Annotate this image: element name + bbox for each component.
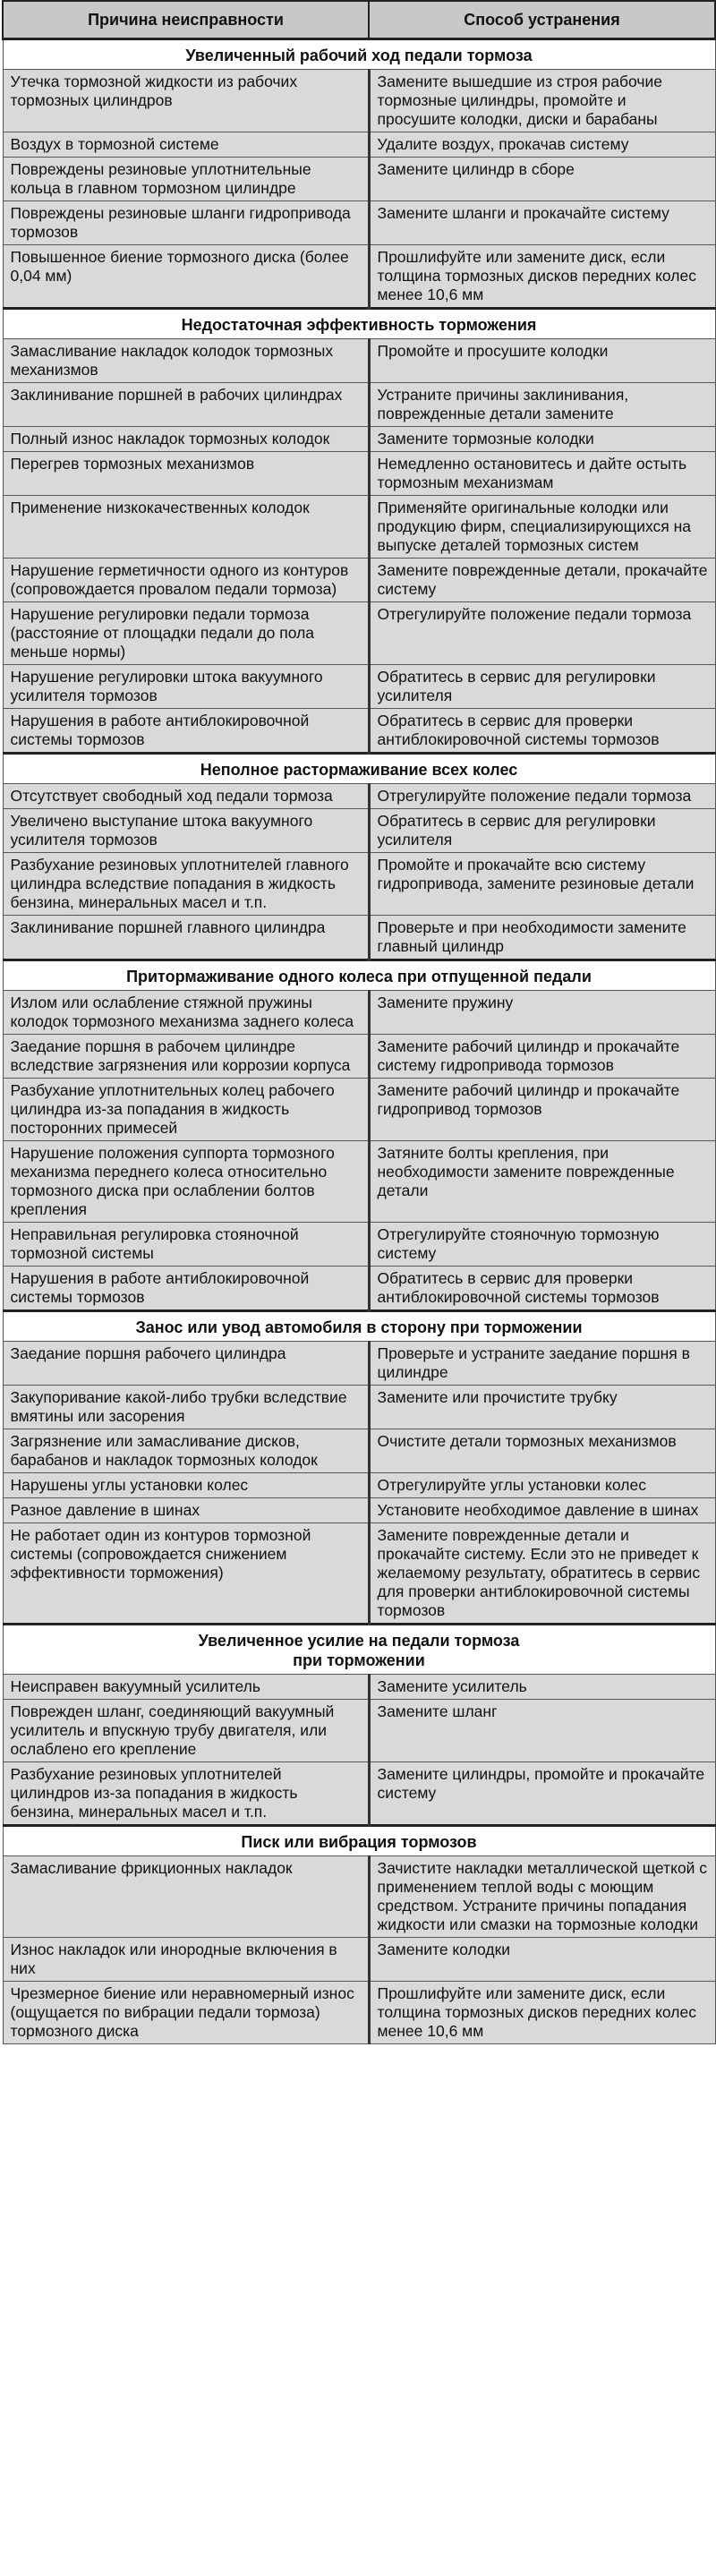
- cause-cell: Отсутствует свободный ход педали тормоза: [3, 784, 369, 809]
- remedy-cell: Замените цилиндр в сборе: [369, 158, 715, 201]
- remedy-cell: Прошлифуйте или замените диск, если толщина тормозных дисков передних колес менее 10,6 мм: [369, 245, 715, 309]
- table-row: [3, 1035, 715, 1079]
- table-row: [3, 1429, 715, 1473]
- table-row: [3, 383, 715, 427]
- cause-cell: Повреждены резиновые уплотнительные кольца в главном тормозном цилиндре: [3, 158, 369, 201]
- table-row: [3, 1938, 715, 1982]
- remedy-cell: Замените вышедшие из строя рабочие тормозные цилиндры, промойте и просушите колодки, диски и барабаны: [369, 70, 715, 132]
- section-heading-row: [3, 309, 715, 339]
- table-row: [3, 1982, 715, 2044]
- remedy-cell: Обратитесь в сервис для проверки антиблокировочной системы тормозов: [369, 709, 715, 754]
- cause-cell: Увеличено выступание штока вакуумного усилителя тормозов: [3, 809, 369, 853]
- remedy-cell: Удалите воздух, прокачав систему: [369, 132, 715, 158]
- cause-cell: Нарушение регулировки штока вакуумного усилителя тормозов: [3, 665, 369, 709]
- remedy-cell: Очистите детали тормозных механизмов: [369, 1429, 715, 1473]
- table-row: [3, 1700, 715, 1762]
- cause-cell: Полный износ накладок тормозных колодок: [3, 427, 369, 452]
- section-heading-row: [3, 754, 715, 784]
- remedy-cell: Отрегулируйте положение педали тормоза: [369, 784, 715, 809]
- remedy-cell: Немедленно остановитесь и дайте остыть тормозным механизмам: [369, 452, 715, 496]
- cause-cell: Разбухание уплотнительных колец рабочего цилиндра из-за попадания в жидкость посторонних примесей: [3, 1079, 369, 1141]
- cause-cell: Заедание поршня рабочего цилиндра: [3, 1342, 369, 1386]
- remedy-cell: Отрегулируйте положение педали тормоза: [369, 602, 715, 665]
- section-heading-row: [3, 39, 715, 70]
- cause-cell: Нарушения в работе антиблокировочной системы тормозов: [3, 709, 369, 754]
- remedy-cell: Прошлифуйте или замените диск, если толщина тормозных дисков передних колес менее 10,6 мм: [369, 1982, 715, 2044]
- remedy-cell: Замените цилиндры, промойте и прокачайте систему: [369, 1762, 715, 1826]
- remedy-cell: Проверьте и при необходимости замените главный цилиндр: [369, 916, 715, 960]
- section-title: Недостаточная эффективность торможения: [3, 309, 715, 339]
- remedy-cell: Замените или прочистите трубку: [369, 1386, 715, 1429]
- cause-cell: Заклинивание поршней в рабочих цилиндрах: [3, 383, 369, 427]
- table-row: [3, 559, 715, 602]
- cause-cell: Замасливание накладок колодок тормозных механизмов: [3, 339, 369, 383]
- table-row: [3, 1342, 715, 1386]
- header-cause: Причина неисправности: [3, 1, 369, 39]
- section-title: Притормаживание одного колеса при отпущенной педали: [3, 960, 715, 991]
- table-row: [3, 1267, 715, 1311]
- remedy-cell: Замените усилитель: [369, 1675, 715, 1700]
- cause-cell: Неисправен вакуумный усилитель: [3, 1675, 369, 1700]
- section-heading-row: [3, 1311, 715, 1342]
- section-title: Увеличенный рабочий ход педали тормоза: [3, 39, 715, 70]
- table-row: [3, 1523, 715, 1625]
- table-row: [3, 201, 715, 245]
- cause-cell: Не работает один из контуров тормозной системы (сопровождается снижением эффективности торможения): [3, 1523, 369, 1625]
- cause-cell: Разное давление в шинах: [3, 1498, 369, 1523]
- cause-cell: Разбухание резиновых уплотнителей главного цилиндра вследствие попадания в жидкость бензина, минеральных масел и т.п.: [3, 853, 369, 916]
- cause-cell: Замасливание фрикционных накладок: [3, 1856, 369, 1938]
- cause-cell: Нарушение положения суппорта тормозного механизма переднего колеса относительно тормозного диска при ослаблении болтов крепления: [3, 1141, 369, 1223]
- table-row: [3, 452, 715, 496]
- cause-cell: Поврежден шланг, соединяющий вакуумный усилитель и впускную трубу двигателя, или ослаблено его крепление: [3, 1700, 369, 1762]
- cause-cell: Повреждены резиновые шланги гидропривода тормозов: [3, 201, 369, 245]
- table-row: [3, 70, 715, 132]
- cause-cell: Нарушения в работе антиблокировочной системы тормозов: [3, 1267, 369, 1311]
- remedy-cell: Промойте и прокачайте всю систему гидропривода, замените резиновые детали: [369, 853, 715, 916]
- table-row: [3, 1141, 715, 1223]
- section-title: Писк или вибрация тормозов: [3, 1826, 715, 1856]
- remedy-cell: Устраните причины заклинивания, поврежденные детали замените: [369, 383, 715, 427]
- cause-cell: Утечка тормозной жидкости из рабочих тормозных цилиндров: [3, 70, 369, 132]
- table-row: [3, 784, 715, 809]
- table-row: [3, 158, 715, 201]
- header-remedy: Способ устранения: [369, 1, 715, 39]
- table-row: [3, 809, 715, 853]
- cause-cell: Неправильная регулировка стояночной тормозной системы: [3, 1223, 369, 1267]
- cause-cell: Нарушение регулировки педали тормоза (расстояние от площадки педали до пола меньше нормы): [3, 602, 369, 665]
- cause-cell: Нарушение герметичности одного из контуров (сопровождается провалом педали тормоза): [3, 559, 369, 602]
- cause-cell: Излом или ослабление стяжной пружины колодок тормозного механизма заднего колеса: [3, 991, 369, 1035]
- table-row: [3, 1473, 715, 1498]
- remedy-cell: Обратитесь в сервис для регулировки усилителя: [369, 665, 715, 709]
- cause-cell: Разбухание резиновых уплотнителей цилиндров из-за попадания в жидкость бензина, минеральных масел и т.п.: [3, 1762, 369, 1826]
- table-row: [3, 853, 715, 916]
- remedy-cell: Установите необходимое давление в шинах: [369, 1498, 715, 1523]
- cause-cell: Загрязнение или замасливание дисков, барабанов и накладок тормозных колодок: [3, 1429, 369, 1473]
- table-row: [3, 1675, 715, 1700]
- table-row: [3, 245, 715, 309]
- cause-cell: Нарушены углы установки колес: [3, 1473, 369, 1498]
- table-body: [3, 39, 715, 2044]
- cause-cell: Применение низкокачественных колодок: [3, 496, 369, 559]
- table-row: [3, 1223, 715, 1267]
- remedy-cell: Проверьте и устраните заедание поршня в цилиндре: [369, 1342, 715, 1386]
- remedy-cell: Отрегулируйте стояночную тормозную систему: [369, 1223, 715, 1267]
- remedy-cell: Замените шланги и прокачайте систему: [369, 201, 715, 245]
- table-row: [3, 339, 715, 383]
- table-row: [3, 665, 715, 709]
- remedy-cell: Замените колодки: [369, 1938, 715, 1982]
- remedy-cell: Замените шланг: [369, 1700, 715, 1762]
- section-heading-row: [3, 1826, 715, 1856]
- cause-cell: Перегрев тормозных механизмов: [3, 452, 369, 496]
- remedy-cell: Применяйте оригинальные колодки или продукцию фирм, специализирующихся на выпуске деталей тормозных систем: [369, 496, 715, 559]
- section-title: Увеличенное усилие на педали тормоза при торможении: [3, 1625, 715, 1675]
- remedy-cell: Замените поврежденные детали, прокачайте систему: [369, 559, 715, 602]
- remedy-cell: Промойте и просушите колодки: [369, 339, 715, 383]
- cause-cell: Закупоривание какой-либо трубки вследствие вмятины или засорения: [3, 1386, 369, 1429]
- remedy-cell: Затяните болты крепления, при необходимости замените поврежденные детали: [369, 1141, 715, 1223]
- table-row: [3, 427, 715, 452]
- remedy-cell: Замените поврежденные детали и прокачайте систему. Если это не приведет к желаемому результату, обратитесь в сервис для проверки антиблокировочной системы тормозов: [369, 1523, 715, 1625]
- table-row: [3, 1079, 715, 1141]
- cause-cell: Заклинивание поршней главного цилиндра: [3, 916, 369, 960]
- remedy-cell: Зачистите накладки металлической щеткой с применением теплой воды с моющим средством. Устраните причины попадания жидкости или смазки на тормозные колодки: [369, 1856, 715, 1938]
- table-row: [3, 1386, 715, 1429]
- table-row: [3, 916, 715, 960]
- remedy-cell: Обратитесь в сервис для регулировки усилителя: [369, 809, 715, 853]
- table-row: [3, 496, 715, 559]
- cause-cell: Чрезмерное биение или неравномерный износ (ощущается по вибрации педали тормоза) тормозного диска: [3, 1982, 369, 2044]
- brake-troubleshooting-table: [2, 0, 716, 2044]
- table-row: [3, 602, 715, 665]
- remedy-cell: Замените пружину: [369, 991, 715, 1035]
- cause-cell: Воздух в тормозной системе: [3, 132, 369, 158]
- section-heading-row: [3, 960, 715, 991]
- remedy-cell: Замените тормозные колодки: [369, 427, 715, 452]
- section-title: Неполное растормаживание всех колес: [3, 754, 715, 784]
- remedy-cell: Обратитесь в сервис для проверки антиблокировочной системы тормозов: [369, 1267, 715, 1311]
- table-header-row: [3, 1, 715, 39]
- table-row: [3, 991, 715, 1035]
- table-row: [3, 1498, 715, 1523]
- remedy-cell: Замените рабочий цилиндр и прокачайте систему гидропривода тормозов: [369, 1035, 715, 1079]
- table-row: [3, 1856, 715, 1938]
- table-row: [3, 1762, 715, 1826]
- section-heading-row: [3, 1625, 715, 1675]
- cause-cell: Заедание поршня в рабочем цилиндре вследствие загрязнения или коррозии корпуса: [3, 1035, 369, 1079]
- table-row: [3, 709, 715, 754]
- remedy-cell: Замените рабочий цилиндр и прокачайте гидропривод тормозов: [369, 1079, 715, 1141]
- cause-cell: Повышенное биение тормозного диска (более 0,04 мм): [3, 245, 369, 309]
- table-row: [3, 132, 715, 158]
- remedy-cell: Отрегулируйте углы установки колес: [369, 1473, 715, 1498]
- section-title: Занос или увод автомобиля в сторону при торможении: [3, 1311, 715, 1342]
- cause-cell: Износ накладок или инородные включения в них: [3, 1938, 369, 1982]
